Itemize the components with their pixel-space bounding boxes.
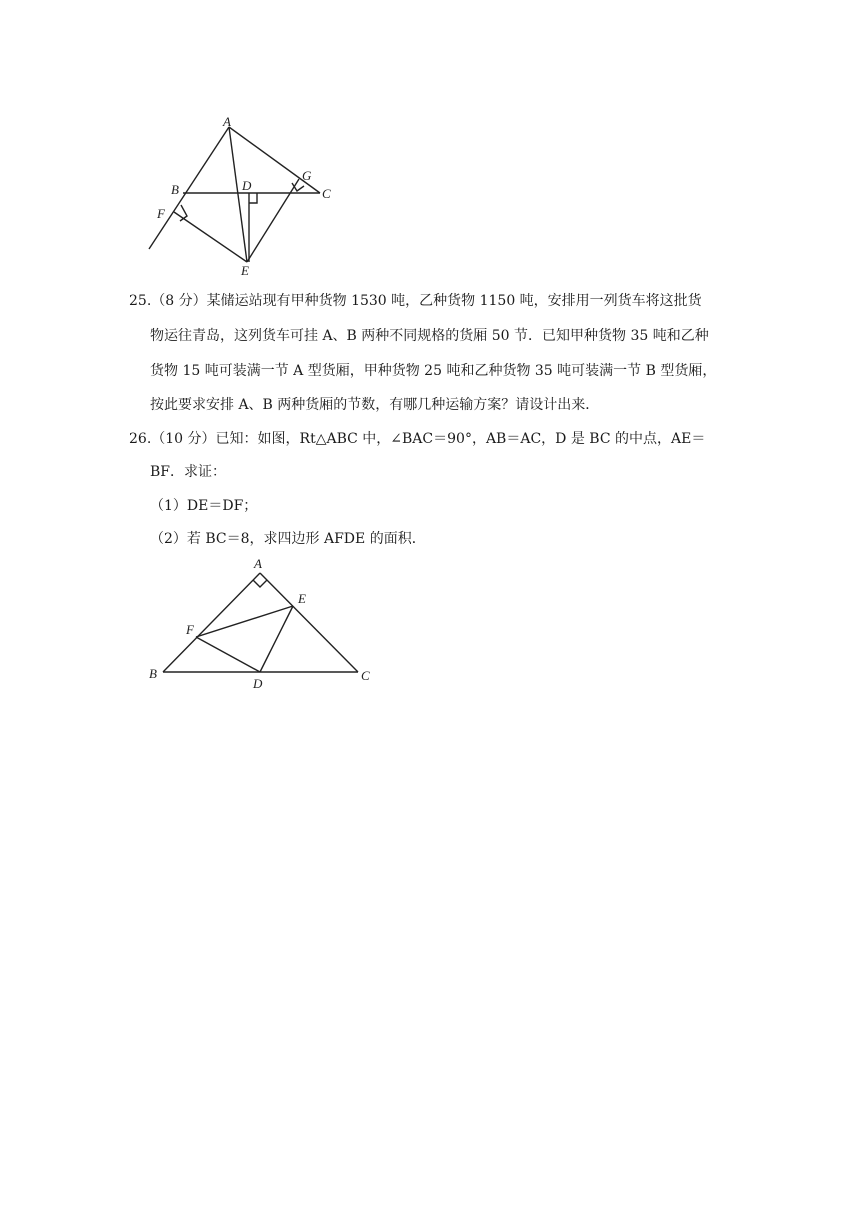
label-G: G bbox=[302, 168, 312, 183]
label-D: D bbox=[253, 676, 263, 691]
label-A: A bbox=[254, 556, 262, 571]
line-FD bbox=[196, 637, 260, 672]
label-B: B bbox=[149, 666, 157, 681]
right-angle-A bbox=[253, 580, 267, 587]
label-C: C bbox=[322, 186, 331, 201]
q26-number: 26. bbox=[129, 431, 152, 447]
q26-line-1 bbox=[129, 429, 705, 449]
line-AC bbox=[260, 573, 358, 672]
q26-score: （10 分） bbox=[151, 431, 216, 447]
line-GE bbox=[247, 179, 299, 262]
label-B: B bbox=[171, 182, 179, 197]
right-angle-D bbox=[249, 193, 257, 203]
figure-2-diagram bbox=[140, 550, 390, 695]
label-D: D bbox=[242, 178, 252, 193]
label-F: F bbox=[157, 206, 165, 221]
line-FE bbox=[174, 212, 247, 262]
q26-text-1: 已知：如图，Rt△ABC 中，∠BAC＝90°，AB＝AC，D 是 BC 的中点，AE＝ bbox=[215, 431, 706, 447]
right-angle-G bbox=[292, 183, 304, 191]
right-angle-F bbox=[180, 205, 187, 221]
line-FE bbox=[196, 606, 293, 637]
q25-text-1: 某储运站现有甲种货物 1530 吨，乙种货物 1150 吨，安排用一列货车将这批货 bbox=[206, 293, 702, 309]
label-F: F bbox=[186, 622, 194, 637]
line-ED bbox=[260, 606, 293, 672]
q26-part-2: （2）若 BC＝8，求四边形 AFDE 的面积． bbox=[150, 531, 426, 547]
label-A: A bbox=[223, 114, 231, 129]
q25-line-1 bbox=[129, 291, 702, 311]
q25-number: 25. bbox=[129, 293, 152, 309]
q25-line-2: 物运往青岛，这列货车可挂 A、B 两种不同规格的货厢 50 节．已知甲种货物 35 吨和乙种 bbox=[150, 328, 709, 344]
label-E: E bbox=[298, 591, 306, 606]
q25-score: （8 分） bbox=[151, 293, 207, 309]
label-C: C bbox=[361, 668, 370, 683]
q25-line-3: 货物 15 吨可装满一节 A 型货厢，甲种货物 25 吨和乙种货物 35 吨可装满一节 B 型货厢， bbox=[150, 363, 717, 379]
q26-part-1: （1）DE＝DF； bbox=[150, 498, 258, 514]
line-AB bbox=[163, 573, 260, 672]
line-AF bbox=[149, 127, 229, 249]
line-AE bbox=[229, 127, 247, 262]
figure-1-diagram bbox=[140, 110, 360, 280]
q25-line-4: 按此要求安排 A、B 两种货厢的节数，有哪几种运输方案？请设计出来． bbox=[150, 397, 600, 413]
q26-line-2: BF．求证： bbox=[150, 464, 227, 480]
label-E: E bbox=[241, 263, 249, 278]
